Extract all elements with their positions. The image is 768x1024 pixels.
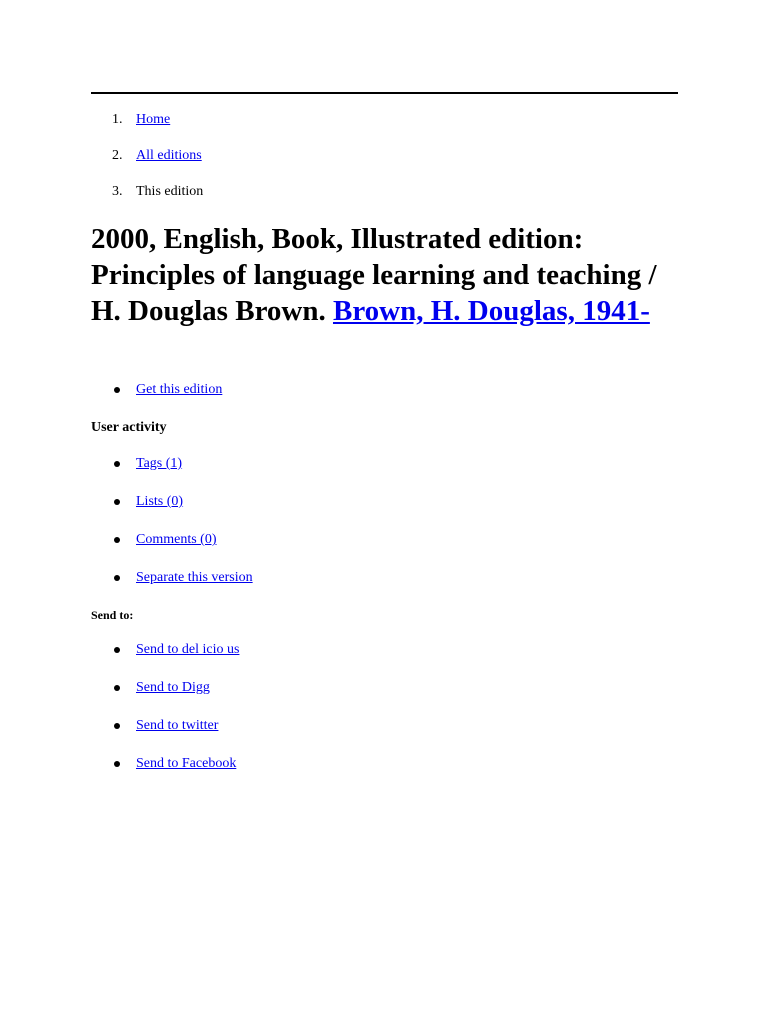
bullet-icon: [114, 461, 120, 467]
list-item: [91, 716, 239, 754]
user-activity-heading: User activity: [91, 420, 167, 435]
bullet-icon: [114, 761, 120, 767]
comments-link[interactable]: Comments (0): [136, 532, 217, 547]
page-title: [91, 221, 691, 329]
breadcrumb-item-this-edition: [91, 182, 203, 218]
list-item: [91, 640, 239, 678]
breadcrumb-item-home: [91, 110, 203, 146]
list-item: [91, 568, 253, 606]
get-this-edition-link[interactable]: Get this edition: [136, 382, 223, 397]
list-item: [91, 678, 239, 716]
bullet-icon: [114, 387, 120, 393]
actions-list: [91, 380, 222, 418]
list-item: [91, 454, 253, 492]
list-item: [91, 492, 253, 530]
separate-version-link[interactable]: Separate this version: [136, 570, 253, 585]
bullet-icon: [114, 537, 120, 543]
list-number: 2.: [112, 148, 123, 163]
user-activity-list: [91, 454, 253, 606]
lists-link[interactable]: Lists (0): [136, 494, 184, 509]
list-number: 1.: [112, 112, 123, 127]
breadcrumb-link-home[interactable]: Home: [136, 112, 171, 127]
list-item: [91, 530, 253, 568]
bullet-icon: [114, 723, 120, 729]
list-number: 3.: [112, 184, 123, 199]
send-to-facebook-link[interactable]: Send to Facebook: [136, 756, 237, 771]
send-to-digg-link[interactable]: Send to Digg: [136, 680, 210, 695]
list-item: [91, 754, 239, 792]
send-to-delicious-link[interactable]: Send to del icio us: [136, 642, 240, 657]
list-item: [91, 380, 222, 418]
title-text: 2000, English, Book, Illustrated edition: Principles of language learning and teaching / H. Douglas Brown.: [91, 223, 657, 327]
send-to-heading: Send to:: [91, 608, 134, 622]
bullet-icon: [114, 647, 120, 653]
send-to-list: [91, 640, 239, 792]
horizontal-rule: [91, 92, 678, 94]
bullet-icon: [114, 499, 120, 505]
send-to-twitter-link[interactable]: Send to twitter: [136, 718, 219, 733]
breadcrumb: [91, 110, 203, 218]
tags-link[interactable]: Tags (1): [136, 456, 183, 471]
breadcrumb-link-all-editions[interactable]: All editions: [136, 148, 202, 163]
breadcrumb-current: This edition: [136, 184, 204, 199]
bullet-icon: [114, 575, 120, 581]
author-link[interactable]: Brown, H. Douglas, 1941-: [332, 295, 650, 327]
breadcrumb-item-all-editions: [91, 146, 203, 182]
bullet-icon: [114, 685, 120, 691]
